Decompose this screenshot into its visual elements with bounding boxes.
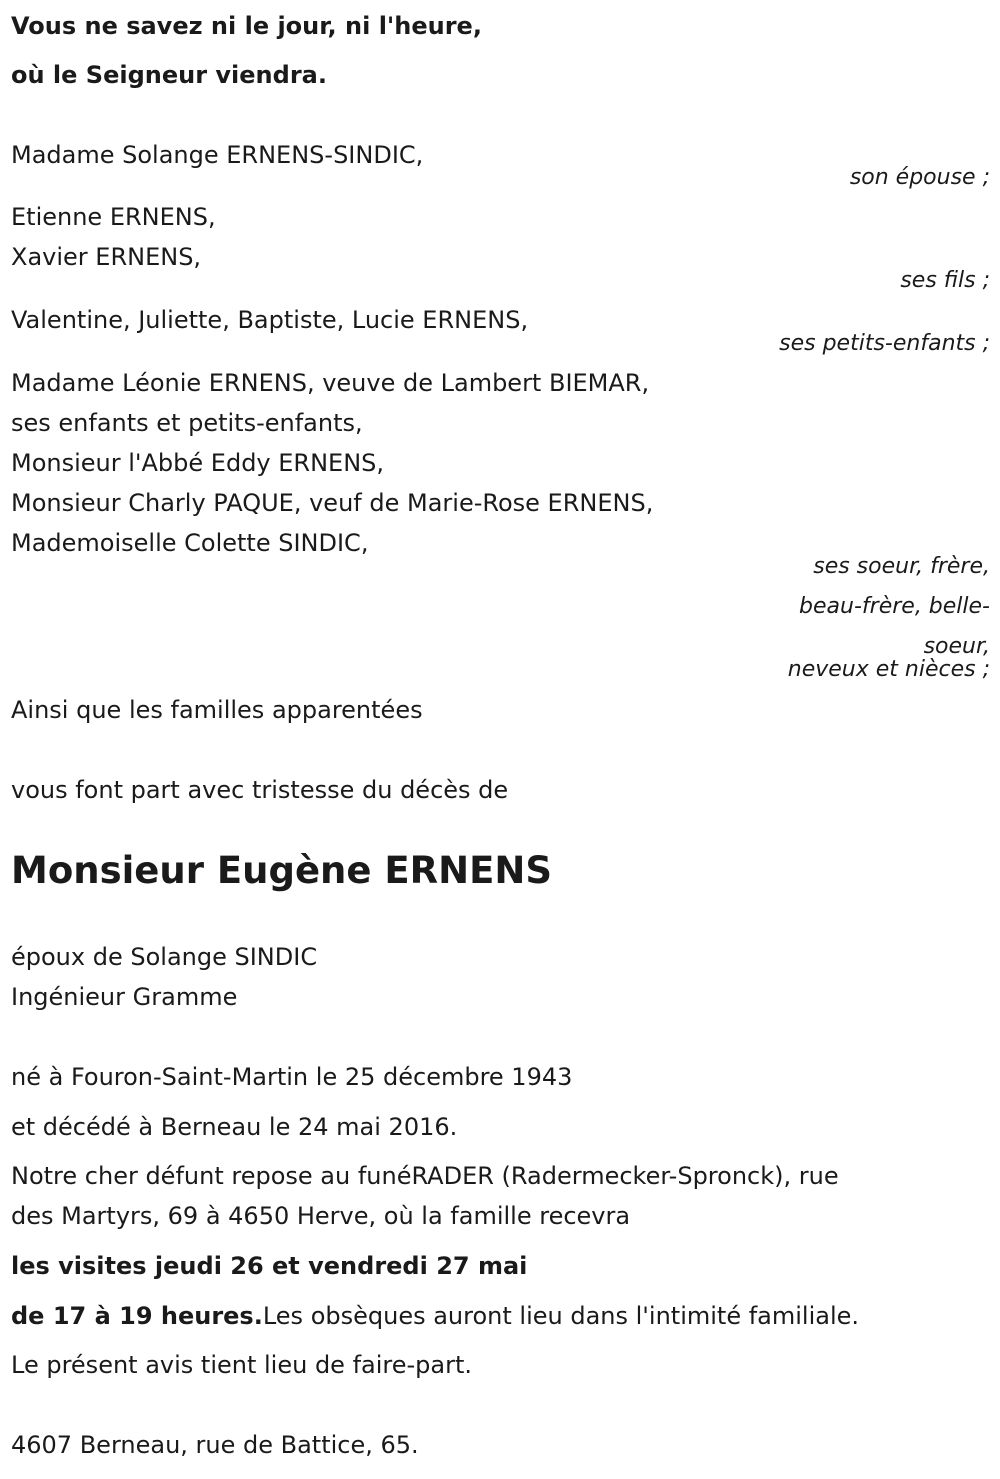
hours-funeral-line (11, 1296, 859, 1336)
siblings-role-1: ses soeur, frère, (813, 554, 990, 579)
sibling-2: Monsieur l'Abbé Eddy ERNENS, (11, 449, 385, 477)
spouse-name: Madame Solange ERNENS-SINDIC, (11, 141, 424, 169)
funeral-note: Les obsèques auront lieu dans l'intimité familiale. (262, 1302, 860, 1330)
rest-line-2: des Martyrs, 69 à 4650 Herve, où la famille recevra (11, 1202, 631, 1230)
birth-line: né à Fouron-Saint-Martin le 25 décembre 1943 (11, 1063, 573, 1091)
rest-line-1: Notre cher défunt repose au funéRADER (Radermecker-Spronck), rue (11, 1162, 839, 1190)
visits-line: les visites jeudi 26 et vendredi 27 mai (11, 1252, 528, 1280)
siblings-role-2: beau-frère, belle- (799, 594, 990, 619)
verse-line-1: Vous ne savez ni le jour, ni l'heure, (11, 12, 482, 40)
siblings-role-3: soeur, (923, 634, 990, 659)
notice-line: Le présent avis tient lieu de faire-part. (11, 1351, 473, 1379)
deceased-title: Ingénieur Gramme (11, 983, 238, 1011)
deceased-spouse: époux de Solange SINDIC (11, 943, 318, 971)
sibling-1: Madame Léonie ERNENS, veuve de Lambert BIEMAR, (11, 369, 650, 397)
relatives: Ainsi que les familles apparentées (11, 696, 423, 724)
verse-line-2: où le Seigneur viendra. (11, 61, 327, 89)
death-line: et décédé à Berneau le 24 mai 2016. (11, 1113, 458, 1141)
announcement: vous font part avec tristesse du décès de (11, 776, 509, 804)
visiting-hours: de 17 à 19 heures. (11, 1302, 263, 1330)
deceased-name: Monsieur Eugène ERNENS (11, 849, 552, 892)
son-1: Etienne ERNENS, (11, 203, 216, 231)
sibling-1-family: ses enfants et petits-enfants, (11, 409, 363, 437)
sibling-3: Monsieur Charly PAQUE, veuf de Marie-Rose ERNENS, (11, 489, 654, 517)
siblings-role-4: neveux et nièces ; (787, 657, 990, 682)
grandchildren: Valentine, Juliette, Baptiste, Lucie ERNENS, (11, 306, 529, 334)
sons-role: ses fils ; (900, 268, 990, 293)
grandchildren-role: ses petits-enfants ; (779, 331, 990, 356)
son-2: Xavier ERNENS, (11, 243, 202, 271)
sibling-4: Mademoiselle Colette SINDIC, (11, 529, 369, 557)
address: 4607 Berneau, rue de Battice, 65. (11, 1431, 419, 1459)
spouse-role: son épouse ; (849, 165, 990, 190)
